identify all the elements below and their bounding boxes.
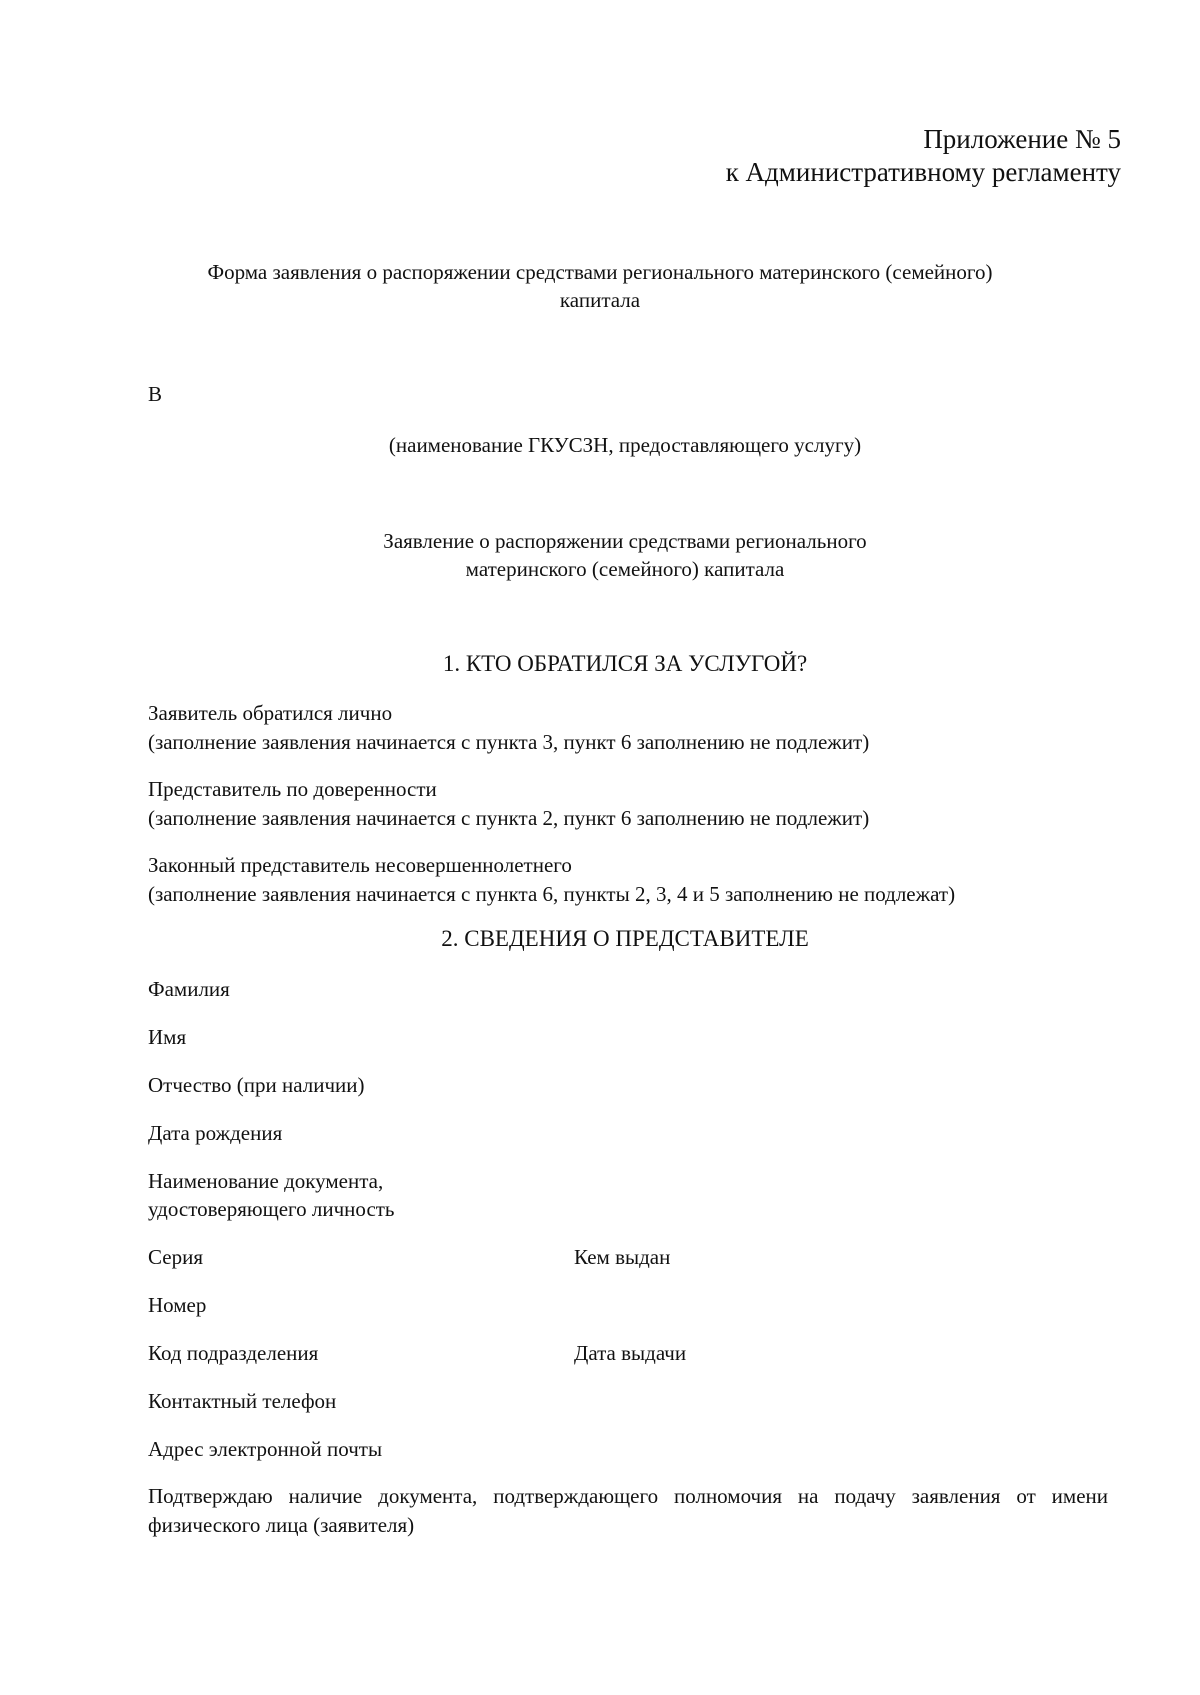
field-patronymic-label: Отчество (при наличии) [148, 1073, 365, 1097]
form-title-line2: капитала [559, 288, 641, 312]
recipient-prefix: В [148, 382, 163, 406]
field-division-code-label: Код подразделения [148, 1341, 319, 1365]
statement-title-line1: Заявление о распоряжении средствами регионального [383, 529, 867, 553]
option-personal-note: (заполнение заявления начинается с пункта 3, пункт 6 заполнению не подлежит) [148, 730, 870, 754]
option-proxy-note: (заполнение заявления начинается с пункта 2, пункт 6 заполнению не подлежит) [148, 806, 870, 830]
field-series-label: Серия [148, 1245, 203, 1269]
option-proxy-label: Представитель по доверенности [148, 777, 437, 801]
appendix-number: Приложение № 5 [923, 124, 1121, 154]
section2-heading: 2. СВЕДЕНИЯ О ПРЕДСТАВИТЕЛЕ [441, 926, 809, 951]
field-doc-name-label-line2: удостоверяющего личность [148, 1197, 395, 1221]
confirmation-text: Подтверждаю наличие документа, подтверждающего полномочия на подачу заявления от имени физического лица (заявителя) [148, 1484, 1108, 1537]
statement-title-line2: материнского (семейного) капитала [465, 557, 785, 581]
section1-heading: 1. КТО ОБРАТИЛСЯ ЗА УСЛУГОЙ? [442, 651, 808, 676]
recipient-hint: (наименование ГКУСЗН, предоставляющего услугу) [388, 433, 862, 457]
field-number-label: Номер [148, 1293, 207, 1317]
field-name-label: Имя [148, 1025, 187, 1049]
field-phone-label: Контактный телефон [148, 1389, 337, 1413]
form-title-line1: Форма заявления о распоряжении средствами регионального материнского (семейного) [207, 260, 993, 284]
option-personal-label: Заявитель обратился лично [148, 701, 393, 725]
option-legal-rep-label: Законный представитель несовершеннолетнего [148, 853, 572, 877]
field-issue-date-label: Дата выдачи [574, 1341, 687, 1365]
appendix-reference: к Административному регламенту [725, 157, 1121, 187]
field-doc-name-label-line1: Наименование документа, [148, 1169, 384, 1193]
field-birth-date-label: Дата рождения [148, 1121, 283, 1145]
option-legal-rep-note: (заполнение заявления начинается с пункта 6, пункты 2, 3, 4 и 5 заполнению не подлежат) [148, 882, 956, 906]
field-surname-label: Фамилия [148, 977, 230, 1001]
field-email-label: Адрес электронной почты [148, 1437, 383, 1461]
field-issued-by-label: Кем выдан [574, 1245, 671, 1269]
